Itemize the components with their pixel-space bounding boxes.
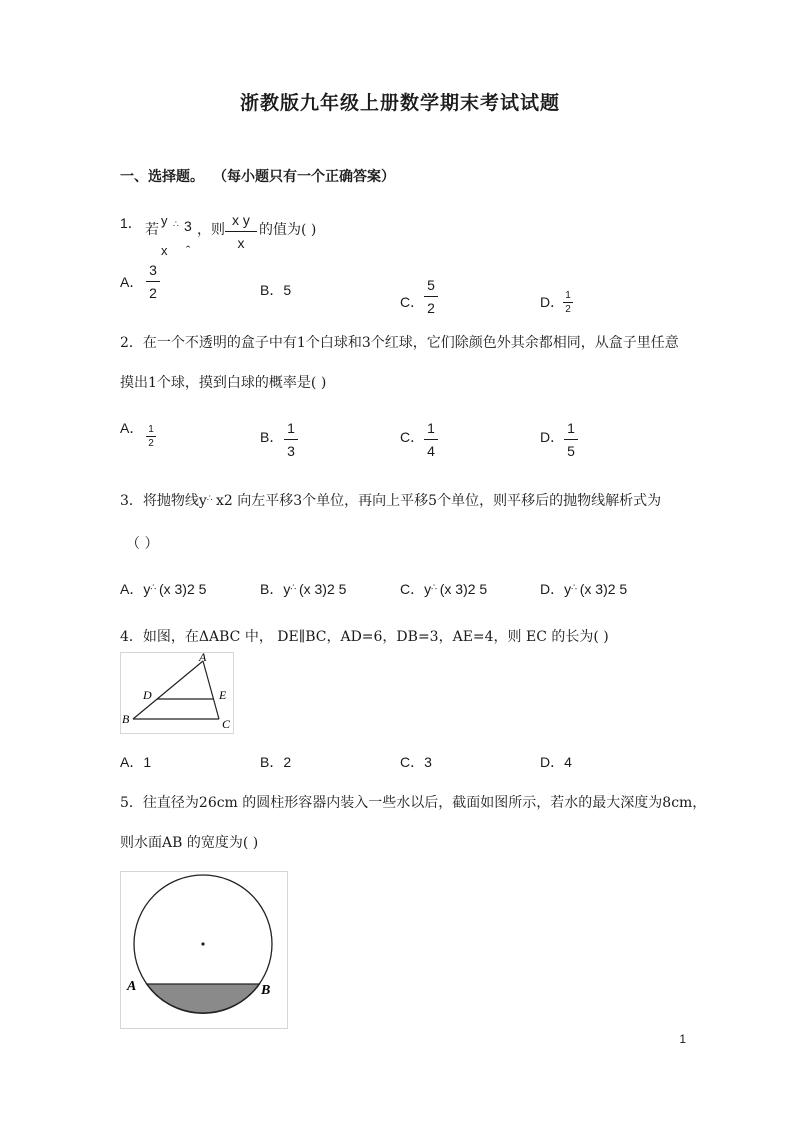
q3-option-d [540, 579, 627, 599]
equals-dots: ∴ [290, 582, 296, 592]
q2-option-b-label: B． [260, 429, 284, 445]
q1-option-c-label: C． [400, 294, 425, 310]
question-3-text-a: 3．将抛物线y [120, 493, 207, 509]
fraction-denominator: 5 [567, 443, 575, 459]
q1-option-b [260, 280, 291, 300]
q3-option-b [260, 579, 346, 599]
fraction-denominator: 2 [565, 304, 571, 315]
section-title: 一、选择题。 [120, 169, 204, 185]
point-label-a: A [127, 979, 137, 994]
question-4-text: 4．如图，在ΔABC 中， DE∥BC，AD=6，DB=3，AE=4，则 EC 的长为( ) [120, 629, 609, 645]
option-value: 1 [143, 754, 152, 770]
equals-dots: ∴ [206, 494, 212, 504]
fraction-bar [284, 439, 298, 440]
question-5-line-1: 5．往直径为26cm 的圆柱形容器内装入一些水以后，截面如图所示，若水的最大深度为8cm， [120, 795, 707, 811]
option-value: 2 [283, 754, 292, 770]
equals-dots: ∴ [150, 582, 156, 592]
q2-option-c-fraction [424, 420, 438, 459]
fraction-bar [564, 439, 578, 440]
fraction-denominator: 2 [427, 300, 435, 316]
option-label: B． [260, 581, 284, 597]
question-1-expression-top: x y [232, 212, 250, 228]
q3-option-c [400, 579, 487, 599]
fraction-bar [225, 231, 257, 232]
fraction-denominator: 2 [148, 438, 154, 449]
q1-option-d-fraction [563, 290, 573, 315]
circle-center [201, 942, 204, 945]
fraction-numerator: 1 [565, 290, 571, 301]
option-label: C． [400, 581, 425, 597]
circle-figure [120, 871, 288, 1029]
question-1-given-top: y [161, 213, 168, 228]
q1-option-a-fraction [146, 262, 160, 301]
fraction-bar [563, 302, 573, 303]
q4-option-a [120, 752, 151, 772]
option-label: A． [120, 754, 144, 770]
option-label: D． [540, 581, 565, 597]
option-value: 4 [564, 754, 572, 770]
fraction-denominator: 4 [427, 443, 435, 459]
fraction-numerator: 5 [427, 277, 435, 293]
option-value: 3 [424, 754, 432, 770]
triangle-figure [120, 652, 234, 734]
vertex-label-c: C [222, 717, 231, 731]
option-value: 5 [283, 282, 292, 298]
water-segment [147, 984, 260, 1013]
option-label: D． [540, 754, 565, 770]
fraction-numerator: 3 [149, 262, 157, 278]
question-2-line-1: 2．在一个不透明的盒子中有1个白球和3个红球，它们除颜色外其余都相同，从盒子里任意 [120, 335, 679, 351]
q4-option-c [400, 752, 432, 772]
q2-option-a-label: A． [120, 420, 144, 436]
option-label: B． [260, 754, 284, 770]
option-label: C． [400, 754, 425, 770]
equals-dots: ∴ [571, 582, 576, 592]
fraction-bar [146, 436, 156, 437]
section-note: （每小题只有一个正确答案） [220, 169, 395, 185]
question-5-line-2: 则水面AB 的宽度为( ) [120, 835, 259, 851]
question-1-expression-bottom: x [237, 235, 245, 251]
fraction-numerator: 1 [567, 420, 575, 436]
fraction-bar [424, 296, 438, 297]
vertex-label-d: D [143, 688, 152, 702]
option-label: A． [120, 581, 144, 597]
question-1-ruo: 若 [145, 222, 159, 238]
fraction-bar [424, 439, 438, 440]
option-expression: (x 3)2 5 [295, 581, 347, 597]
fraction-denominator: 2 [149, 285, 157, 301]
option-expression: (x 3)2 5 [435, 581, 488, 597]
vertex-label-e: E [219, 688, 227, 702]
question-1-expression [225, 212, 257, 251]
question-1-then: ，则 [197, 222, 225, 238]
question-1-given-mark: ˆ [186, 243, 191, 258]
equals-dots: ∴ [431, 582, 436, 592]
option-expression: (x 3)2 5 [575, 581, 628, 597]
option-y: y [143, 581, 151, 597]
option-expression: (x 3)2 5 [155, 581, 207, 597]
question-1-number: 1． [120, 215, 142, 231]
section-heading [120, 166, 395, 186]
option-y: y [564, 581, 572, 597]
question-3-line-1 [120, 490, 661, 510]
vertex-label-b: B [122, 712, 130, 726]
question-2-line-2: 摸出1个球，摸到白球的概率是( ) [120, 375, 327, 391]
page-title: 浙教版九年级上册数学期末考试试题 [239, 92, 560, 114]
q2-option-a-fraction [146, 424, 156, 449]
vertex-label-a: A [199, 652, 207, 664]
option-y: y [283, 581, 291, 597]
point-label-b: B [261, 983, 271, 998]
question-1-given-value: 3 [184, 218, 192, 234]
q4-option-b [260, 752, 291, 772]
fraction-numerator: 1 [287, 420, 295, 436]
option-y: y [424, 581, 432, 597]
question-3-text-b: x2 向左平移3个单位，再向上平移5个单位，则平移后的抛物线解析式为 [211, 493, 662, 509]
option-label: B． [260, 282, 284, 298]
q1-option-c-fraction [424, 277, 438, 316]
fraction-denominator: 3 [287, 443, 295, 459]
side-ac [203, 661, 219, 719]
question-1-given-bottom: x [161, 243, 168, 258]
q2-option-d-label: D． [540, 429, 565, 445]
q2-option-b-fraction [284, 420, 298, 459]
q1-option-a-label: A． [120, 274, 144, 290]
q3-option-a [120, 579, 206, 599]
question-1-tail: 的值为( ) [259, 222, 317, 238]
fraction-numerator: 1 [148, 424, 154, 435]
q4-option-d [540, 752, 572, 772]
fraction-bar [146, 281, 160, 282]
question-3-line-2: （ ） [126, 536, 159, 552]
fraction-numerator: 1 [427, 420, 435, 436]
q2-option-c-label: C． [400, 429, 425, 445]
q1-option-d-label: D． [540, 294, 565, 310]
question-1-given-dots: ∴ [173, 220, 178, 230]
page-number: 1 [679, 1032, 686, 1046]
q2-option-d-fraction [564, 420, 578, 459]
